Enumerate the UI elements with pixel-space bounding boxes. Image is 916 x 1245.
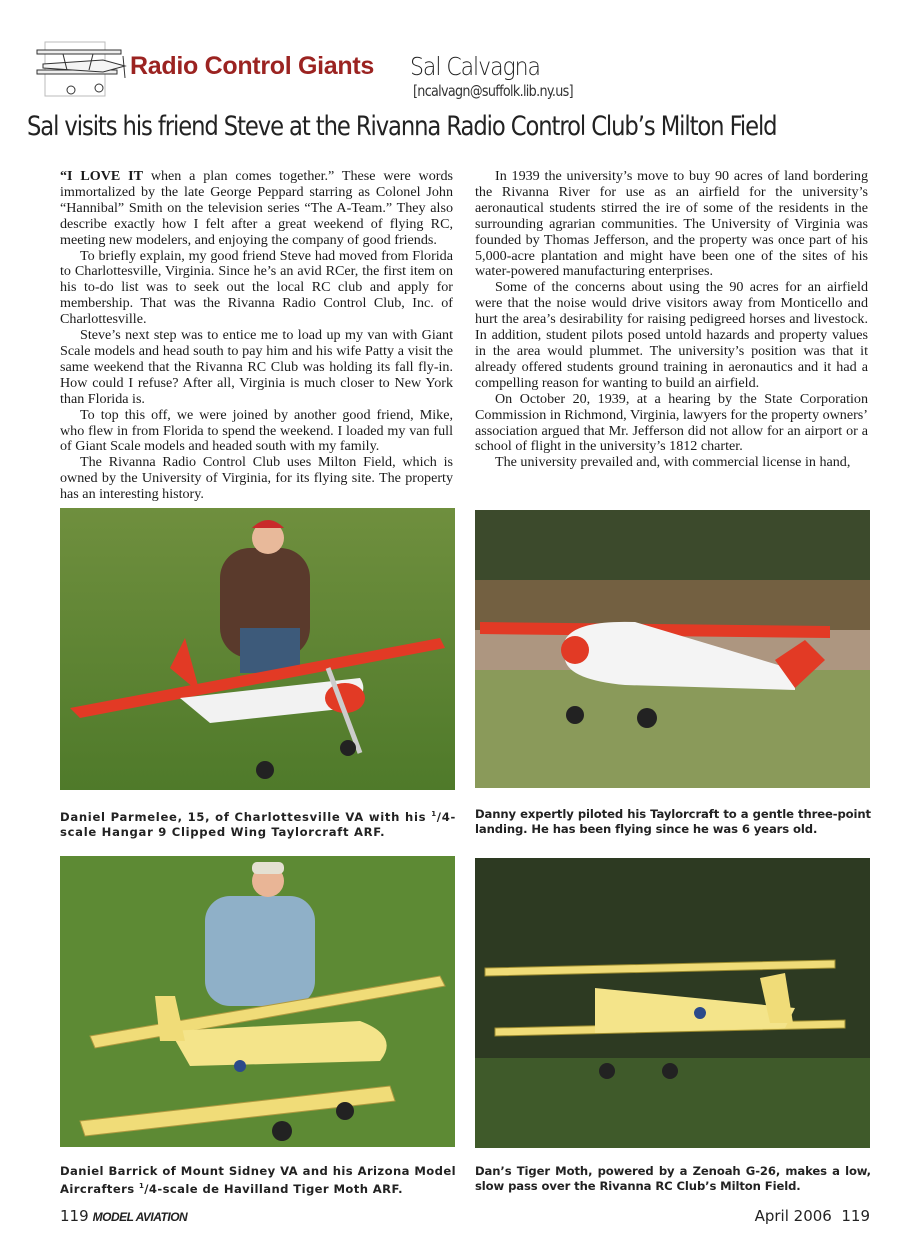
paragraph: Steve’s next step was to entice me to load up my van with Giant Scale models and head south to pay him and his wife Patty a visit the same weekend that the Rivanna RC Club was holding its fall fly-in. How could I refuse? After all, Virginia is much closer to New York than Florida is. [60,327,453,407]
caption-text: Daniel Barrick of Mount Sidney VA and his Arizona Model Aircrafters [60,1164,456,1196]
paragraph: The Rivanna Radio Control Club uses Milton Field, which is owned by the University of Virginia, for its flying site. The property has an interesting history. [60,454,453,503]
lead-in: “I LOVE IT [60,168,143,184]
footer-left [60,1207,187,1225]
paragraph-text: when a plan comes together.” These were words immortalized by the late George Peppard starring as Colonel John “Hannibal” Smith on the television series “The A-Team.” They also describe exactly how I felt after a great weekend of flying RC, meeting new modelers, and enjoying the company of good friends. [60,168,453,248]
article-column-right [475,169,868,471]
photo-tiger-moth-flyby [475,858,870,1148]
photo-taylorcraft-with-pilot [60,508,455,790]
photo-taylorcraft-landing [475,510,870,788]
magazine-name: MODEL AVIATION [92,1210,188,1224]
footer-date-page: April 2006 119 [754,1207,870,1225]
caption-text: Daniel Parmelee, 15, of Charlottesville VA with his [60,810,432,824]
photo-caption [60,1164,456,1197]
column-logo-biplane [33,40,129,98]
paragraph: To top this off, we were joined by another good friend, Mike, who flew in from Florida to spend the weekend. I loaded my van full of Giant Scale models and headed south with my family. [60,406,453,455]
photo-tiger-moth-with-owner [60,856,455,1147]
photo-caption [60,807,456,840]
paragraph: To briefly explain, my good friend Steve had moved from Florida to Charlottesville, Virginia. Since he’s an avid RCer, the first item on his to-do list was to seek out the local RC club and apply for membership. That was the Rivanna Radio Control Club, Inc. of Charlottesville. [60,247,453,328]
caption-fraction: 1 [138,1182,145,1190]
author-email: [ncalvagn@suffolk.lib.ny.us] [413,82,573,100]
photo-caption: Dan’s Tiger Moth, powered by a Zenoah G-26, makes a low, slow pass over the Rivanna RC Club’s Milton Field. [475,1164,871,1193]
column-title: Radio Control Giants [130,52,375,80]
page-number: 119 [60,1207,89,1225]
caption-text: /4-scale de Havilland Tiger Moth ARF. [144,1182,403,1196]
paragraph: Some of the concerns about using the 90 acres for an airfield were that the noise would drive visitors away from Monticello and hurt the area’s desirability for raising pedigreed horses and livestock. In addition, student pilots posed untold hazards and property values in the area would plummet. The university’s position was that it already offered students ground training in aeronautics and it had a compelling reason for wanting to build an airfield. [475,279,868,391]
author-name: Sal Calvagna [410,52,540,81]
caption-fraction: 1 [431,810,437,818]
paragraph: On October 20, 1939, at a hearing by the State Corporation Commission in Richmond, Virginia, lawyers for the property owners’ association argued that Mr. Jefferson did not allow for an airport or a school of flight in the university’s 1812 charter. [475,390,868,455]
paragraph: The university prevailed and, with commercial license in hand, [495,454,851,471]
article-column-left [60,169,453,503]
photo-caption: Danny expertly piloted his Taylorcraft to a gentle three-point landing. He has been flying since he was 6 years old. [475,807,871,836]
caption-text: /4-scale Hangar 9 Clipped Wing Taylorcraft ARF. [60,810,456,839]
paragraph: In 1939 the university’s move to buy 90 acres of land bordering the Rivanna River for use as an airfield for the university’s aeronautical students stirred the ire of some of the residents in the surrounding agrarian communities. The University of Virginia was founded by Thomas Jefferson, and the property was once part of his 5,000-acre plantation and might have been one of the sites of his water-powered manufacturing enterprises. [475,168,868,280]
article-subtitle: Sal visits his friend Steve at the Rivanna Radio Control Club’s Milton Field [27,111,777,142]
paragraph [60,169,453,249]
